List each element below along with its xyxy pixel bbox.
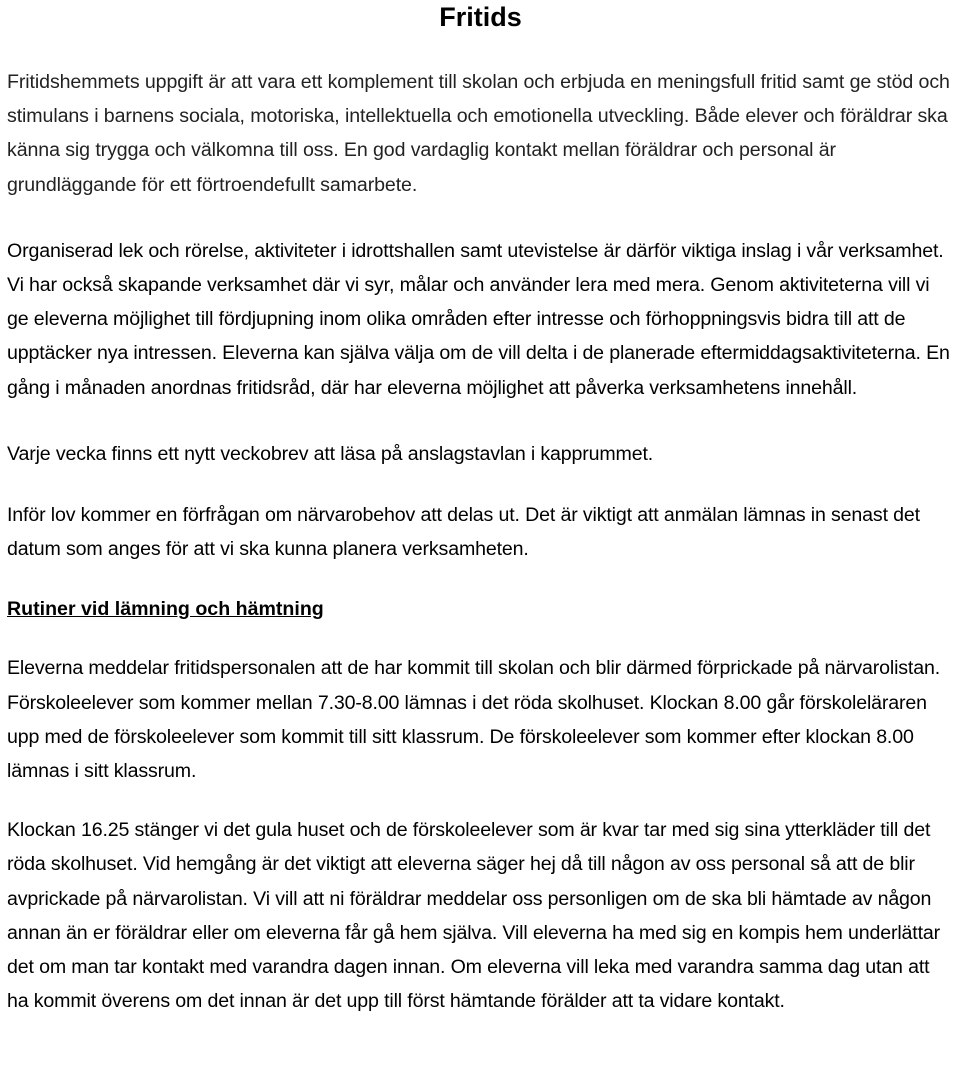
weekly-letter-paragraph: Varje vecka finns ett nytt veckobrev att läsa på anslagstavlan i kapprummet. [7,442,654,465]
morning-routine-paragraph: Eleverna meddelar fritidspersonalen att de har kommit till skolan och blir därmed förprickade på närvarolistan. Förskoleelever som kommer mellan 7.30-8.00 lämnas i det röda skolhuset. Klockan 8.00 går förskoleläraren upp med de förskoleelever som kommit till sitt klassrum. De förskoleelever som kommer efter klockan 8.00 lämnas i sitt klassrum. [7,657,941,783]
activities-paragraph: Organiserad lek och rörelse, aktiviteter i idrottshallen samt utevistelse är därför viktiga inslag i vår verksamhet. Vi har också skapande verksamhet där vi syr, målar och använder lera med mera. Genom aktiviteterna vill vi ge eleverna möjlighet till fördjupning inom olika områden efter intresse och förhoppningsvis bidra till att de upptäcker nya intressen. Eleverna kan själva välja om de vill delta i de planerade eftermiddagsaktiviteterna. En gång i månaden anordnas fritidsråd, där har eleverna möjlighet att påverka verksamhetens innehåll. [7,239,950,399]
afternoon-routine-paragraph: Klockan 16.25 stänger vi det gula huset och de förskoleelever som är kvar tar med sig sina ytterkläder till det röda skolhuset. Vid hemgång är det viktigt att eleverna säger hej då till någon av oss personal så att de blir avprickade på närvarolistan. Vi vill att ni föräldrar meddelar oss personligen om de ska bli hämtade av någon annan än er föräldrar eller om eleverna får gå hem själva. Vill eleverna ha med sig en kompis hem underlättar det om man tar kontakt med varandra dagen innan. Om eleverna vill leka med varandra samma dag utan att ha kommit överens om det innan är det upp till först hämtande förälder att ta vidare kontakt. [7,819,941,1013]
holiday-paragraph: Inför lov kommer en förfrågan om närvarobehov att delas ut. Det är viktigt att anmälan lämnas in senast det datum som anges för att vi ska kunna planera verksamheten. [7,504,920,561]
intro-paragraph: Fritidshemmets uppgift är att vara ett komplement till skolan och erbjuda en meningsfull fritid samt ge stöd och stimulans i barnens sociala, motoriska, intellektuella och emotionella utveckling. Både elever och föräldrar ska känna sig trygga och välkomna till oss. En god vardaglig kontakt mellan föräldrar och personal är grundläggande för ett förtroendefullt samarbete. [7,71,950,196]
section-heading-routines: Rutiner vid lämning och hämtning [7,598,324,621]
page-title: Fritids [439,2,522,32]
